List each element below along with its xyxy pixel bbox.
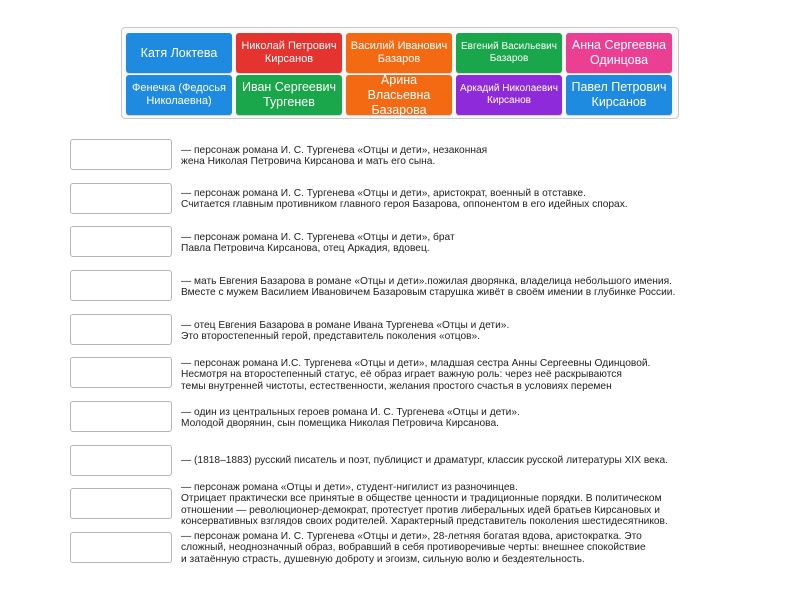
drop-slot-7[interactable] bbox=[70, 401, 172, 432]
tile-evgeny-bazarov[interactable]: Евгений Васильевич Базаров bbox=[456, 33, 562, 73]
tile-fenechka[interactable]: Фенечка (Федосья Николаевна) bbox=[126, 75, 232, 115]
tile-arina-bazarova[interactable]: Арина Власьевна Базарова bbox=[346, 75, 452, 115]
description-2: — персонаж романа И. С. Тургенева «Отцы и дети», аристократ, военный в отставке. Считается главным противником главного героя Базарова, оппонентом в его идейных спорах. bbox=[181, 188, 628, 211]
drop-slot-5[interactable] bbox=[70, 314, 172, 345]
tile-vasily-bazarov[interactable]: Василий Иванович Базаров bbox=[346, 33, 452, 73]
drop-slot-9[interactable] bbox=[70, 488, 172, 519]
drop-slot-1[interactable] bbox=[70, 139, 172, 170]
tile-anna-odintsova[interactable]: Анна Сергеевна Одинцова bbox=[566, 33, 672, 73]
drop-slot-10[interactable] bbox=[70, 532, 172, 563]
tile-ivan-turgenev[interactable]: Иван Сергеевич Тургенев bbox=[236, 75, 342, 115]
drop-slot-2[interactable] bbox=[70, 183, 172, 214]
description-1: — персонаж романа И. С. Тургенева «Отцы и дети», незаконная жена Николая Петровича Кирсанова и мать его сына. bbox=[181, 145, 488, 168]
answer-bank bbox=[121, 27, 679, 119]
tile-nikolai-kirsanov[interactable]: Николай Петрович Кирсанов bbox=[236, 33, 342, 73]
drop-slot-6[interactable] bbox=[70, 357, 172, 388]
description-5: — отец Евгения Базарова в романе Ивана Тургенева «Отцы и дети». Это второстепенный герой, представитель поколения «отцов». bbox=[181, 320, 510, 343]
description-3: — персонаж романа И. С. Тургенева «Отцы и дети», брат Павла Петровича Кирсанова, отец Аркадия, вдовец. bbox=[181, 232, 455, 255]
description-7: — один из центральных героев романа И. С. Тургенева «Отцы и дети». Молодой дворянин, сын помещика Николая Петровича Кирсанова. bbox=[181, 407, 520, 430]
tile-katya-lokteva[interactable]: Катя Локтева bbox=[126, 33, 232, 73]
description-9: — персонаж романа «Отцы и дети», студент-нигилист из разночинцев. Отрицает практически все принятые в обществе ценности и традиционные порядки. В политическом отношении — революционер-демократ, протестует против либеральных идей братьев Кирсановых и консервативных взглядов своих родителей. Характерный представитель поколения шестидесятников. bbox=[181, 482, 668, 528]
description-6: — персонаж романа И.С. Тургенева «Отцы и дети», младшая сестра Анны Сергеевны Одинцовой. Несмотря на второстепенный статус, её образ играет важную роль: через неё раскрываются темы внутренней чистоты, естественности, желания простого счастья в условиях перемен bbox=[181, 358, 651, 392]
tile-arkady-kirsanov[interactable]: Аркадий Николаевич Кирсанов bbox=[456, 75, 562, 115]
description-10: — персонаж романа И. С. Тургенева «Отцы и дети», 28-летняя богатая вдова, аристократка. Это сложный, неоднозначный образ, вобравший в себя противоречивые черты: внешнее спокойствие и затаённую страсть, душевную доброту и эгоизм, сильную волю и бездеятельность. bbox=[181, 531, 646, 565]
drop-slot-3[interactable] bbox=[70, 226, 172, 257]
drop-slot-8[interactable] bbox=[70, 445, 172, 476]
tile-pavel-kirsanov[interactable]: Павел Петрович Кирсанов bbox=[566, 75, 672, 115]
description-4: — мать Евгения Базарова в романе «Отцы и дети».пожилая дворянка, владелица небольшого имения. Вместе с мужем Василием Ивановичем Базаровым старушка живёт в своём имении в глубинке России. bbox=[181, 276, 676, 299]
description-8: — (1818–1883) русский писатель и поэт, публицист и драматург, классик русской литературы XIX века. bbox=[181, 455, 668, 466]
drop-slot-4[interactable] bbox=[70, 270, 172, 301]
